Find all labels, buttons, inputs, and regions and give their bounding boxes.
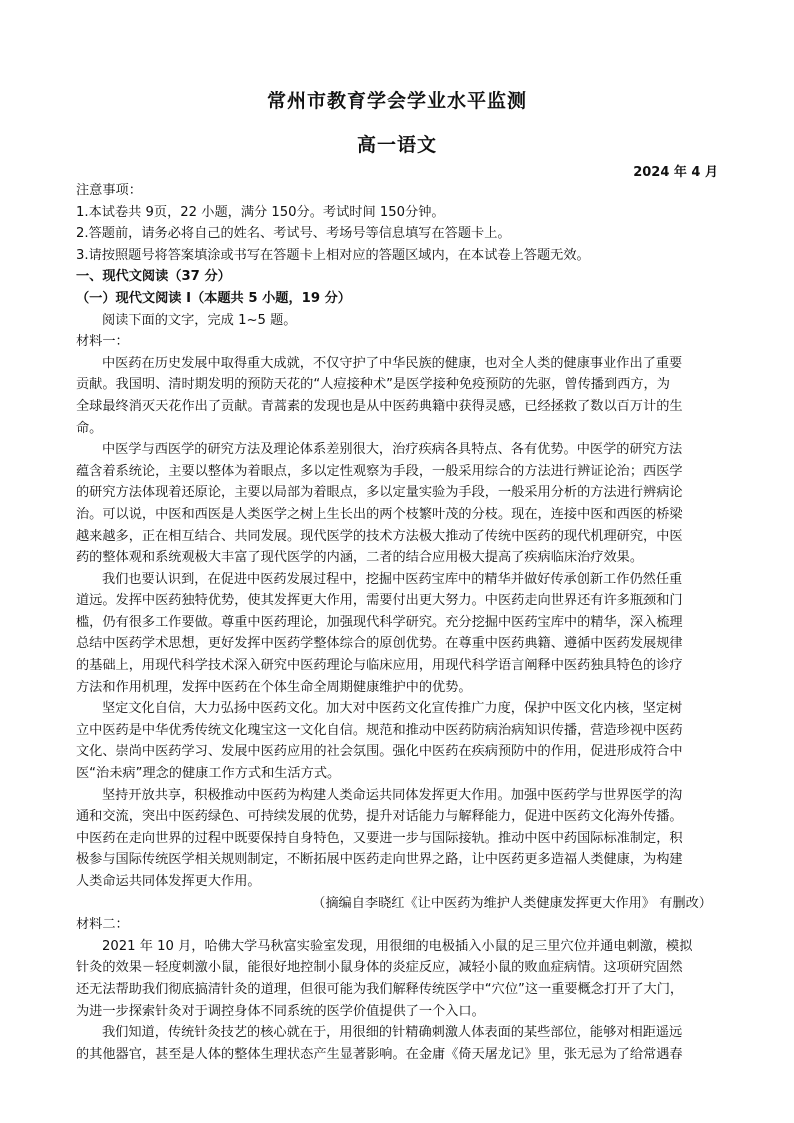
material1-label: 材料一： (76, 334, 129, 350)
m1-line: 的基础上，用现代科学技术深入研究中医药理论与临床应用，用现代科学语言阐释中医药独具特色的诊疗 (76, 658, 683, 674)
m1-line: 文化、崇尚中医药学习、发展中医药应用的社会氛围。强化中医药在疾病预防中的作用，促进形成符合中 (76, 744, 683, 760)
m2-line: 针灸的效果－轻度刺激小鼠，能很好地控制小鼠身体的炎症反应，减轻小鼠的败血症病情。这项研究固然 (76, 960, 683, 976)
m1-line: 中医药在走向世界的过程中既要保持自身特色，又要进一步与国际接轨。推动中医中药国际标准制定，积 (76, 830, 683, 846)
notes-heading: 注意事项： (76, 183, 142, 198)
note-item: 3.请按照题号将答案填涂或书写在答题卡上相对应的答题区域内，在本试卷上答题无效。 (76, 247, 590, 263)
m1-line: 极参与国际传统医学相关规则制定，不断拓展中医药走向世界之路，让中医药更多造福人类健康，为构建 (76, 852, 683, 868)
m1-line: 中医药在历史发展中取得重大成就，不仅守护了中华民族的健康，也对全人类的健康事业作出了重要 (102, 355, 683, 371)
m1-line: 立中医药是中华优秀传统文化瑰宝这一文化自信。规范和推动中医药防病治病知识传播，营造珍视中医药 (76, 722, 683, 738)
m2-line: 还无法帮助我们彻底搞清针灸的道理，但很可能为我们解释传统医学中“穴位”这一重要概念打开了大门， (76, 981, 684, 997)
m1-line: 通和交流，突出中医药绿色、可持续发展的优势，提升对话能力与解释能力，促进中医药文化海外传播。 (76, 809, 683, 825)
m1-line: 药的整体观和系统观极大丰富了现代医学的内涵，二者的结合应用极大提高了疾病临床治疗效果。 (76, 550, 644, 566)
m2-line: 我们知道，传统针灸技艺的核心就在于，用很细的针精确刺激人体表面的某些部位，能够对相距遥远 (102, 1025, 683, 1041)
material2-label: 材料二： (76, 917, 129, 933)
m1-line: 命。 (76, 420, 103, 436)
exam-date: 2024 年 4 月 (633, 165, 718, 180)
m1-line: 槛，仍有很多工作要做。尊重中医药理论，加强现代科学研究。充分挖掘中医药宝库中的精华，深入梳理 (76, 614, 683, 630)
exam-title: 常州市教育学会学业水平监测 (266, 90, 527, 112)
m1-line: 方法和作用机理，发挥中医药在个体生命全周期健康维护中的优势。 (76, 679, 472, 695)
m1-line: 贡献。我国明、清时期发明的预防天花的“人痘接种术”是医学接种免疫预防的先驱，曾传播到西方，为 (76, 377, 670, 393)
exam-subtitle: 高一语文 (356, 134, 437, 156)
m1-line: 坚持开放共享，积极推动中医药为构建人类命运共同体发挥更大作用。加强中医药学与世界医学的沟 (102, 787, 683, 803)
note-item: 2.答题前，请务必将自己的姓名、考试号、考场号等信息填写在答题卡上。 (76, 226, 511, 242)
m1-line: 中医学与西医学的研究方法及理论体系差别很大，治疗疾病各具特点、各有优势。中医学的研究方法 (102, 442, 683, 458)
m1-line: 总结中医药学术思想，更好发挥中医药学整体综合的原创优势。在尊重中医药典籍、遵循中医药发展规律 (76, 636, 683, 652)
m2-line: 2021 年 10 月，哈佛大学马秋富实验室发现，用很细的电极插入小鼠的足三里穴位并通电刺激，模拟 (102, 938, 693, 954)
m1-line: 医“治未病”理念的健康工作方式和生活方式。 (76, 766, 341, 782)
m1-line: 我们也要认识到，在促进中医药发展过程中，挖掘中医药宝库中的精华并做好传承创新工作仍然任重 (102, 571, 683, 587)
section-heading: 一、现代文阅读（37 分） (76, 269, 231, 285)
m1-line: 治。可以说，中医和西医是人类医学之树上生长出的两个枝繁叶茂的分枝。现在，连接中医和西医的桥梁 (76, 506, 683, 522)
reading-instruction: 阅读下面的文字，完成 1~5 题。 (102, 312, 297, 328)
m2-line: 的其他器官，甚至是人体的整体生理状态产生显著影响。在金庸《倚天屠龙记》里，张无忌为了给常遇春 (76, 1046, 683, 1062)
m1-line: 蕴含着系统论，主要以整体为着眼点，多以定性观察为手段，一般采用综合的方法进行辨证论治；西医学 (76, 463, 683, 479)
m1-line: 坚定文化自信，大力弘扬中医药文化。加大对中医药文化宣传推广力度，保护中医文化内核，坚定树 (102, 701, 683, 717)
m1-line: 的研究方法体现着还原论，主要以局部为着眼点，多以定量实验为手段，一般采用分析的方法进行辨病论 (76, 485, 683, 501)
material1-source: （摘编自李晓红《让中医药为维护人类健康发挥更大作用》 有删改） (312, 895, 712, 911)
m1-line: 道远。发挥中医药独特优势，使其发挥更大作用，需要付出更大努力。中医药走向世界还有许多瓶颈和门 (76, 593, 683, 609)
m1-line: 人类命运共同体发挥更大作用。 (76, 874, 261, 889)
m1-line: 全球最终消灭天花作出了贡献。青蒿素的发现也是从中医药典籍中获得灵感，已经拯救了数以百万计的生 (76, 398, 683, 414)
m2-line: 为进一步探索针灸对于调控身体不同系统的医学价值提供了一个入口。 (76, 1003, 485, 1019)
notes-block (76, 180, 722, 1065)
m1-line: 越来越多，正在相互结合、共同发展。现代医学的技术方法极大推动了传统中医药的现代机理研究，中医 (76, 528, 683, 544)
sub-section-heading: （一）现代文阅读 I（本题共 5 小题，19 分） (76, 290, 351, 306)
note-item: 1.本试卷共 9页，22 小题，满分 150分。考试时间 150分钟。 (76, 204, 445, 220)
